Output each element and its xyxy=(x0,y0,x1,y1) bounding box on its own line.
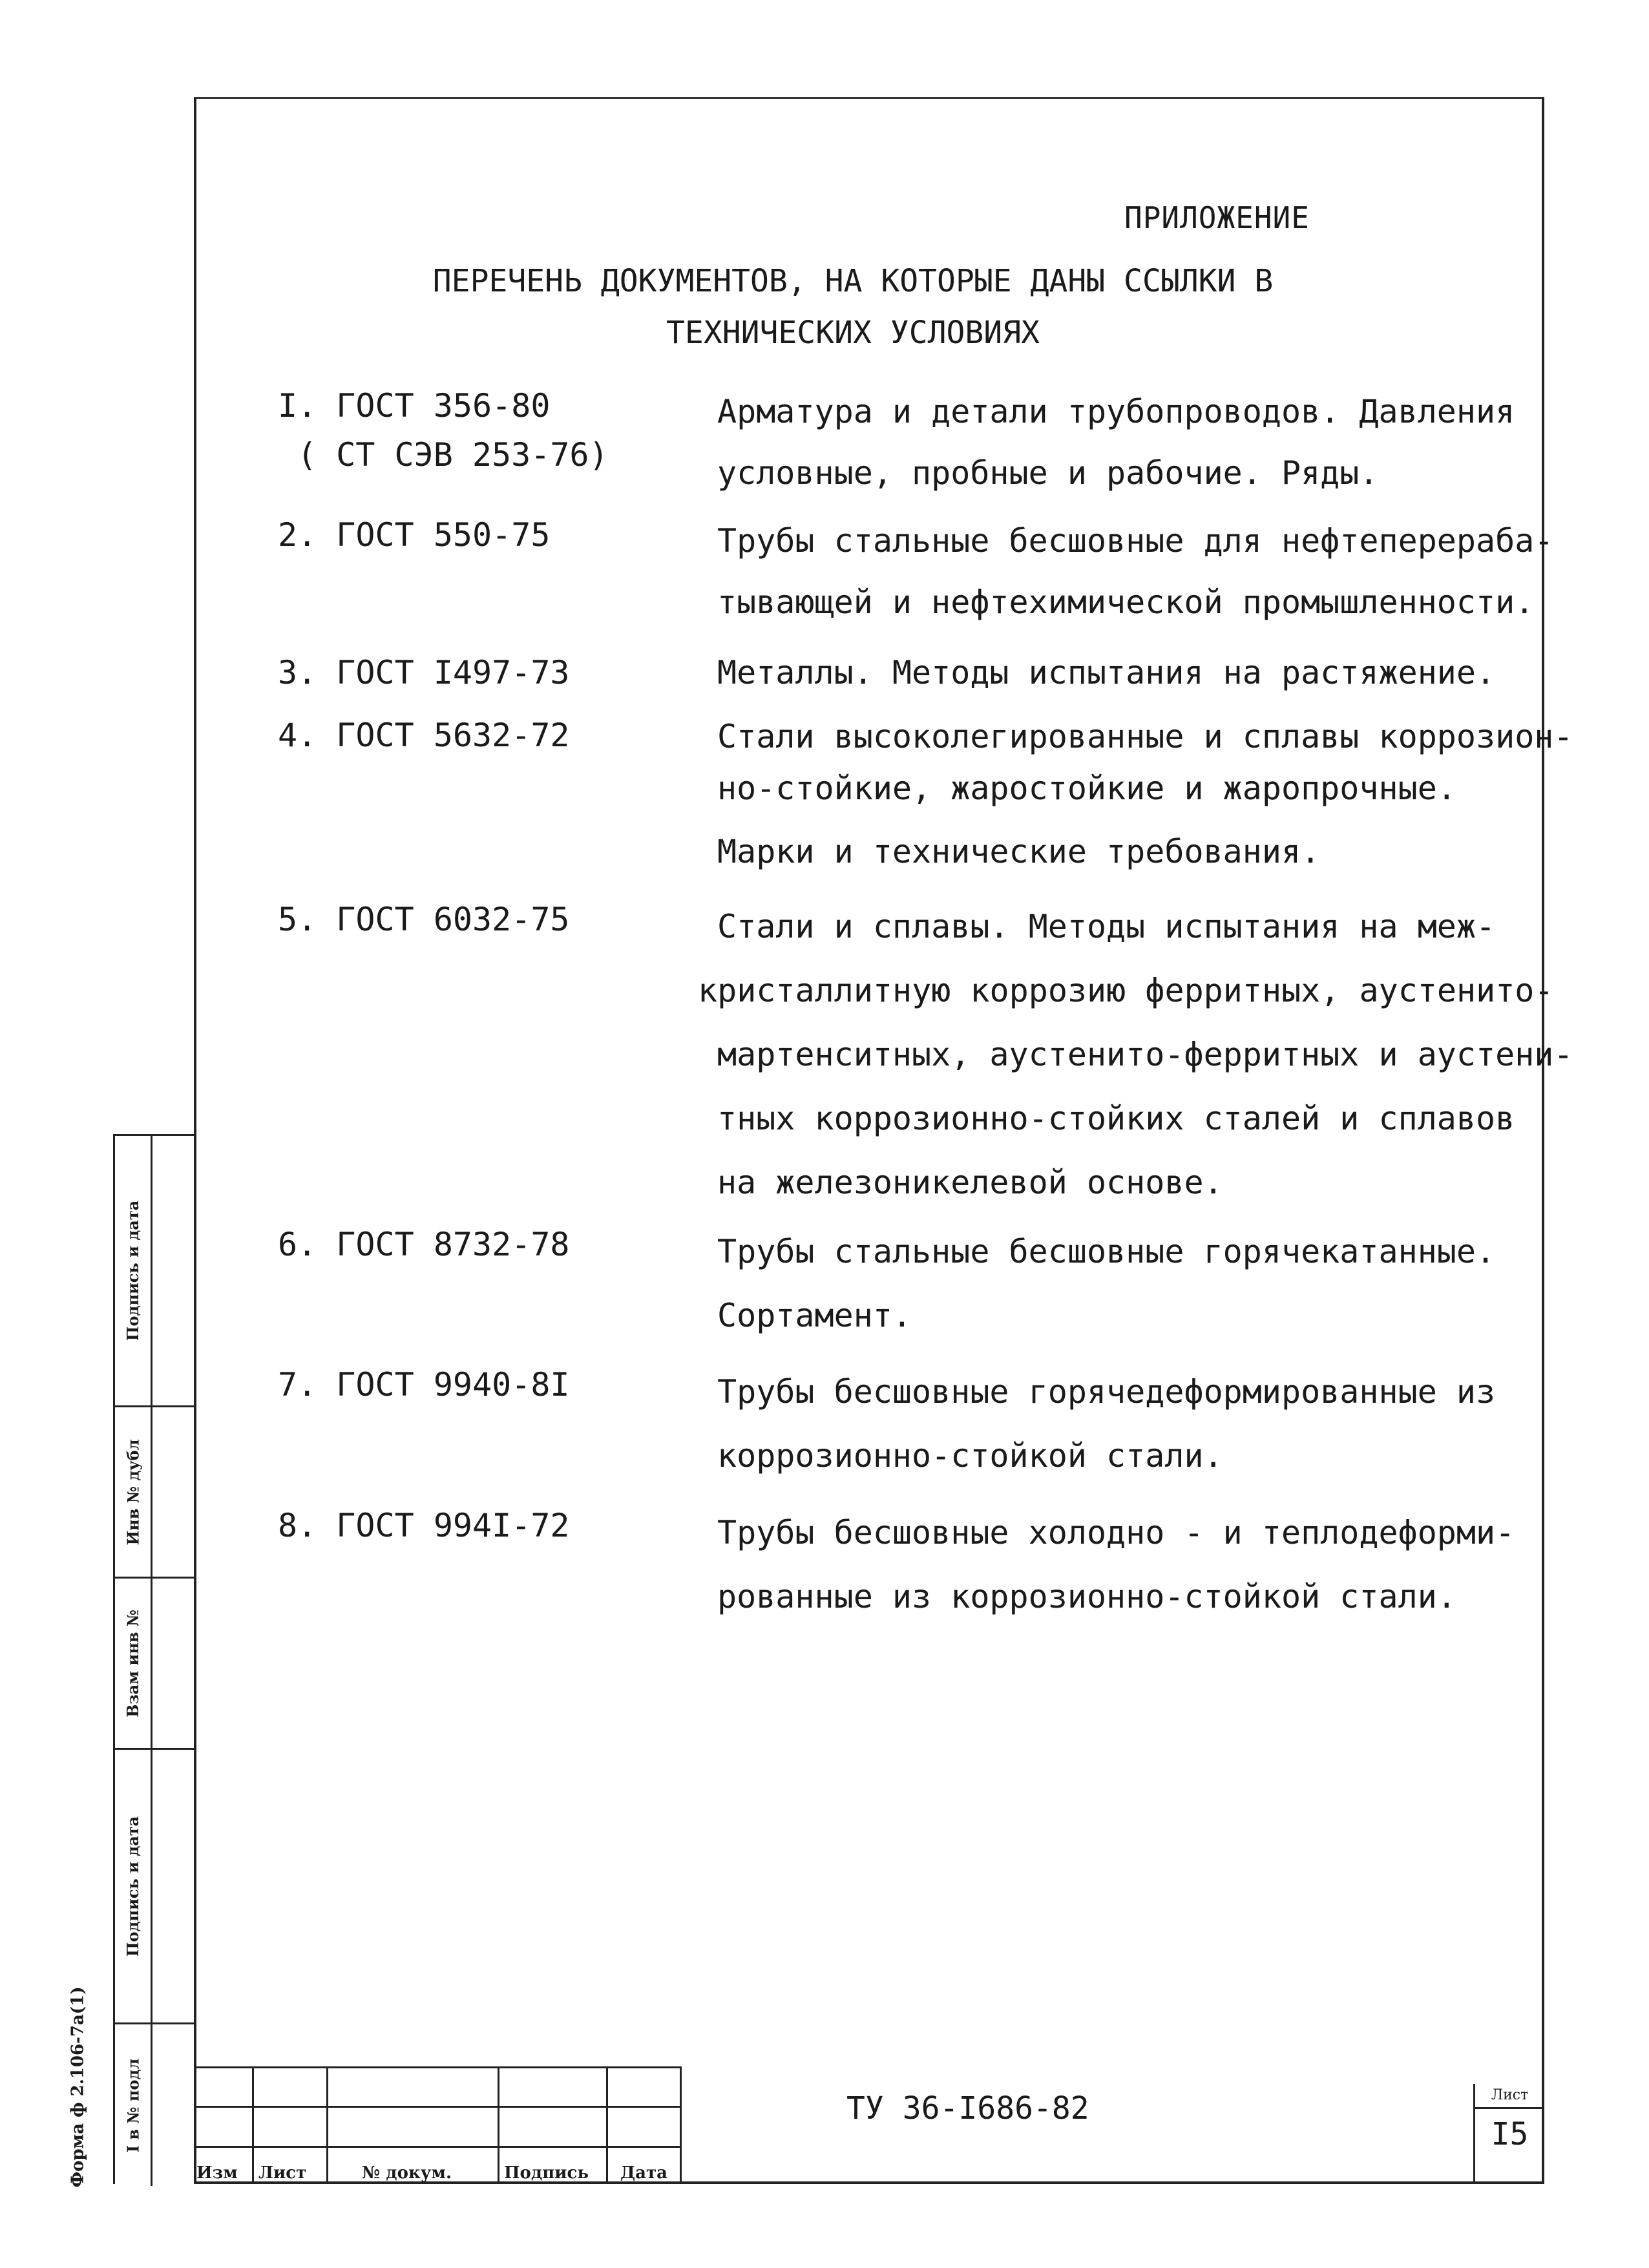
stamp-column-signature: Подпись xyxy=(504,2163,589,2183)
reference-code: 5. ГОСТ 6032-75 xyxy=(278,901,570,938)
reference-description xyxy=(717,648,1544,697)
description-line: Сортамент. xyxy=(717,1297,912,1334)
description-line: Стали высоколегированные и сплавы коррозион- xyxy=(717,718,1573,755)
sheet-label: Лист xyxy=(1475,2084,1544,2109)
stamp-column-change: Изм xyxy=(196,2163,238,2183)
sheet-number-box xyxy=(1473,2084,1544,2184)
reference-description xyxy=(717,711,1573,877)
description-line: тывающей и нефтехимической промышленности. xyxy=(717,583,1535,621)
description-line: условные, пробные и рабочие. Ряды. xyxy=(717,454,1379,492)
sheet-number: I5 xyxy=(1491,2116,1529,2152)
side-registration-strip xyxy=(113,1134,194,2184)
reference-code: 3. ГОСТ I497-73 xyxy=(278,654,570,691)
document-title-line-2: ТЕХНИЧЕСКИХ УСЛОВИЯХ xyxy=(666,315,1040,351)
reference-description xyxy=(717,510,1554,633)
stamp-column-sheet: Лист xyxy=(258,2163,307,2183)
reference-code: 7. ГОСТ 9940-8I xyxy=(278,1366,570,1403)
reference-code: 6. ГОСТ 8732-78 xyxy=(278,1226,570,1263)
side-cell-label: Подпись и дата xyxy=(123,1200,143,1341)
side-cell-duplicate-inventory xyxy=(115,1407,196,1579)
side-cell-signature-date-2 xyxy=(115,1750,196,2024)
description-line: Трубы бесшовные горячедеформированные из xyxy=(717,1373,1496,1411)
description-line: тных коррозионно-стойких сталей и сплавов xyxy=(717,1100,1515,1137)
description-line: Трубы стальные бесшовные для нефтеперераба- xyxy=(717,522,1554,560)
description-line: Стали и сплавы. Методы испытания на меж- xyxy=(717,908,1496,945)
side-cell-original-inventory xyxy=(115,2024,196,2186)
appendix-label: ПРИЛОЖЕНИЕ xyxy=(1124,200,1310,235)
stamp-divider xyxy=(680,2066,682,2184)
description-line: Трубы стальные бесшовные горячекатанные. xyxy=(717,1233,1496,1270)
description-line: Арматура и детали трубопроводов. Давления xyxy=(717,393,1515,430)
side-cell-signature-date xyxy=(115,1136,196,1407)
stamp-column-doc-number: № докум. xyxy=(362,2163,452,2183)
description-line: рованные из коррозионно-стойкой стали. xyxy=(717,1578,1456,1615)
description-line: Трубы бесшовные холодно - и теплодеформи- xyxy=(717,1514,1515,1551)
description-line: мартенситных, аустенито-ферритных и аустени- xyxy=(717,1036,1573,1073)
document-designation: ТУ 36-I686-82 xyxy=(846,2090,1089,2126)
document-title-line-1: ПЕРЕЧЕНЬ ДОКУМЕНТОВ, НА КОТОРЫЕ ДАНЫ ССЫЛКИ В xyxy=(432,263,1274,299)
description-line: коррозионно-стойкой стали. xyxy=(717,1437,1223,1475)
reference-description xyxy=(717,1360,1544,1488)
form-mark xyxy=(61,1964,94,2210)
description-line: кристаллитную коррозию ферритных, аустенито- xyxy=(698,972,1554,1009)
side-cell-label: Подпись и дата xyxy=(123,1816,143,1957)
description-line: но-стойкие, жаростойкие и жаропрочные. xyxy=(717,770,1456,807)
description-line: на железоникелевой основе. xyxy=(717,1164,1223,1201)
reference-code xyxy=(278,381,698,479)
description-line: Марки и технические требования. xyxy=(717,833,1321,870)
reference-description xyxy=(717,1220,1544,1348)
reference-description xyxy=(698,895,1573,1215)
side-cell-label: Взам инв № xyxy=(123,1609,142,1717)
form-mark-text: Форма ф 2.106-7а(1) xyxy=(68,1986,88,2188)
reference-number: I. ГОСТ 356-80 xyxy=(278,387,551,425)
title-block-grid xyxy=(194,2066,680,2184)
reference-code: 8. ГОСТ 994I-72 xyxy=(278,1507,570,1544)
side-cell-label: Инв № дубл xyxy=(123,1438,143,1546)
side-cell-label: I в № подл xyxy=(123,2058,143,2152)
side-cell-replacement-inventory xyxy=(115,1579,196,1750)
reference-equivalent-standard: ( СТ СЭВ 253-76) xyxy=(297,436,609,474)
reference-description xyxy=(717,381,1544,504)
reference-code: 4. ГОСТ 5632-72 xyxy=(278,717,570,754)
reference-description xyxy=(717,1501,1544,1629)
stamp-column-date: Дата xyxy=(620,2163,667,2183)
reference-code: 2. ГОСТ 550-75 xyxy=(278,516,551,554)
description-line: Металлы. Методы испытания на растяжение. xyxy=(717,654,1496,691)
